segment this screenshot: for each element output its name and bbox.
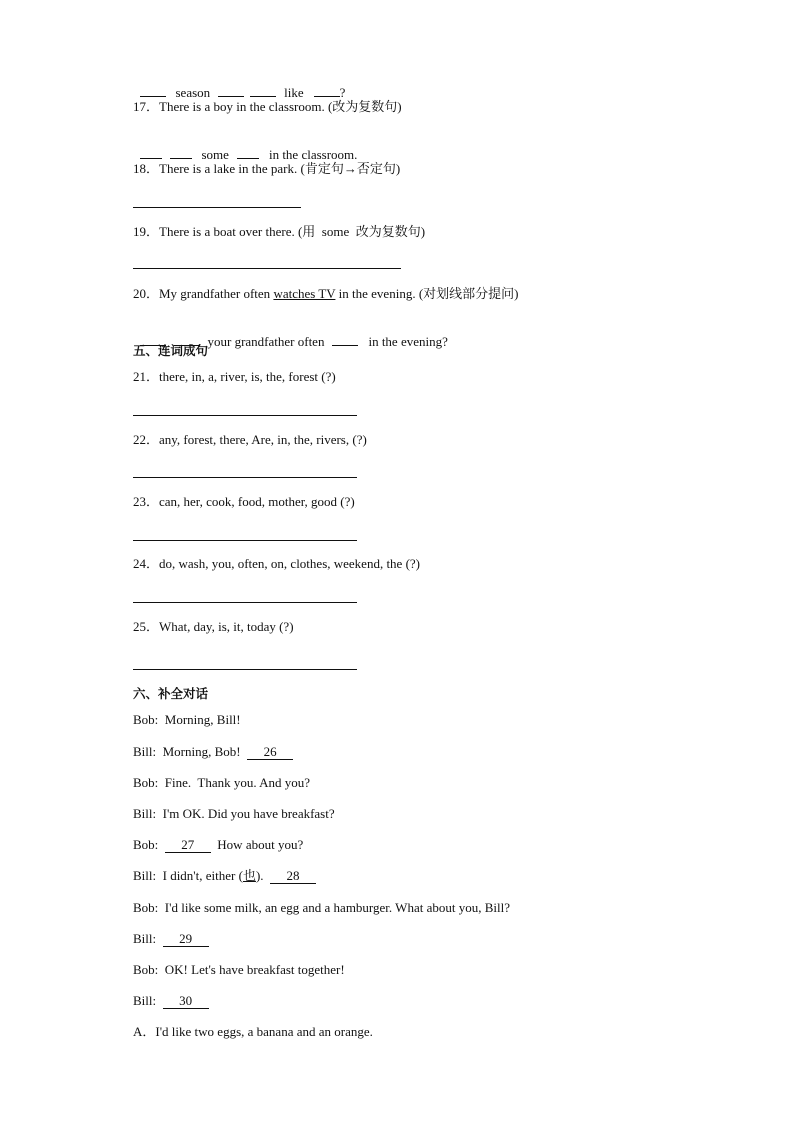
answer-blank-29[interactable]: 29 xyxy=(163,931,209,947)
question-19: 19．There is a boat over there. (用 some 改为复数句) xyxy=(133,224,426,239)
text: ). xyxy=(255,868,271,883)
option-a: A．I'd like two eggs, a banana and an orange. xyxy=(133,1024,373,1039)
answer-blank-28[interactable]: 28 xyxy=(270,868,316,884)
blank[interactable] xyxy=(250,84,276,97)
word: in the evening? xyxy=(368,334,448,349)
text: How about you? xyxy=(210,837,304,852)
answer-line[interactable] xyxy=(133,669,357,670)
word: like xyxy=(284,85,304,100)
text: Bill: I didn't, either ( xyxy=(133,868,243,883)
underlined-phrase: watches TV xyxy=(273,286,336,301)
text: in the evening. (对划线部分提问) xyxy=(335,286,519,301)
word: some xyxy=(201,147,229,162)
answer-blank-26[interactable]: 26 xyxy=(247,744,293,760)
section-5-title: 五、连词成句 xyxy=(133,343,209,358)
answer-line[interactable] xyxy=(133,415,357,416)
question-21: 21．there, in, a, river, is, the, forest (?) xyxy=(133,369,336,384)
dialogue-line xyxy=(133,744,293,760)
answer-blank-30[interactable]: 30 xyxy=(163,993,209,1009)
question-25: 25．What, day, is, it, today (?) xyxy=(133,619,294,634)
answer-line[interactable] xyxy=(133,477,357,478)
blank[interactable] xyxy=(218,84,244,97)
text: 20．My grandfather often xyxy=(133,286,274,301)
word: in the classroom. xyxy=(268,147,358,162)
answer-line[interactable] xyxy=(133,268,401,269)
blank[interactable] xyxy=(140,146,162,159)
underlined-word: 也 xyxy=(242,868,256,883)
blank[interactable] xyxy=(332,333,358,346)
dialogue-line xyxy=(133,868,316,884)
dialogue-line: Bill: I'm OK. Did you have breakfast? xyxy=(133,806,335,821)
q16-answer-line xyxy=(133,68,345,101)
dialogue-line xyxy=(133,837,303,853)
blank[interactable] xyxy=(170,146,192,159)
answer-line[interactable] xyxy=(133,207,301,208)
text: Bob: xyxy=(133,837,165,852)
blank[interactable] xyxy=(237,146,259,159)
text: Bill: xyxy=(133,931,163,946)
word: your grandfather often xyxy=(207,334,325,349)
question-17: 17．There is a boy in the classroom. (改为复数句) xyxy=(133,99,402,114)
question-23: 23．can, her, cook, food, mother, good (?) xyxy=(133,494,355,509)
text: Bill: Morning, Bob! xyxy=(133,744,248,759)
dialogue-line xyxy=(133,931,209,947)
answer-line[interactable] xyxy=(133,602,357,603)
section-6-title: 六、补全对话 xyxy=(133,686,209,701)
word: season xyxy=(175,85,211,100)
dialogue-line: Bob: OK! Let's have breakfast together! xyxy=(133,962,345,977)
text: Bill: xyxy=(133,993,163,1008)
answer-blank-27[interactable]: 27 xyxy=(165,837,211,853)
dialogue-line: Bob: Fine. Thank you. And you? xyxy=(133,775,311,790)
question-22: 22．any, forest, there, Are, in, the, rivers, (?) xyxy=(133,432,367,447)
question-18: 18．There is a lake in the park. (肯定句→否定句) xyxy=(133,161,401,176)
blank[interactable] xyxy=(140,84,166,97)
question-24: 24．do, wash, you, often, on, clothes, weekend, the (?) xyxy=(133,556,421,571)
blank[interactable] xyxy=(314,84,340,97)
dialogue-line xyxy=(133,993,209,1009)
punct: ? xyxy=(339,85,346,100)
q17-answer-line xyxy=(133,130,357,163)
dialogue-line: Bob: Morning, Bill! xyxy=(133,712,241,727)
question-20 xyxy=(133,286,518,302)
answer-line[interactable] xyxy=(133,540,357,541)
dialogue-line: Bob: I'd like some milk, an egg and a hamburger. What about you, Bill? xyxy=(133,900,510,915)
